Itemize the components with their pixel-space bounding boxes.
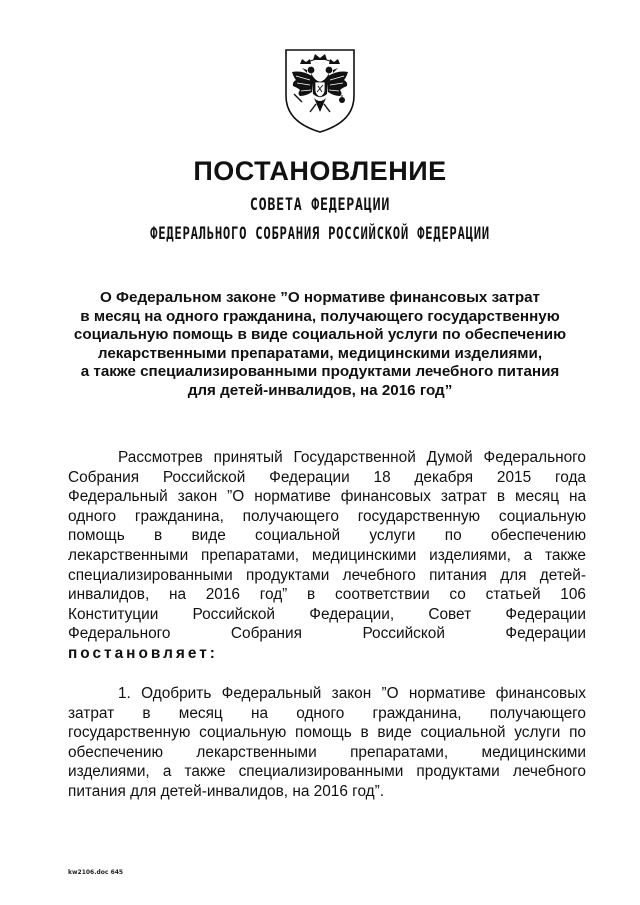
paragraph-line: Собрания Российской Федерации 18 декабря 2015 года <box>68 468 586 486</box>
paragraph-line: Федерального Собрания Российской Федерации <box>68 625 586 643</box>
paragraph-line: Рассмотрев принятый Государственной Думой Федерального <box>118 449 586 466</box>
paragraph-line: одного гражданина, получающего государственную социальную <box>68 507 586 525</box>
document-subtitle-council: СОВЕТА ФЕДЕРАЦИИ <box>249 195 391 215</box>
paragraph-line: специализированными продуктами лечебного питания для детей- <box>68 566 586 584</box>
paragraph-line <box>68 644 586 664</box>
paragraph-line: 1. Одобрить Федеральный закон ”О нормативе финансовых <box>118 685 586 702</box>
resolves-word: постановляет: <box>68 644 218 662</box>
paragraph-line: изделиями, а также специализированными продуктами лечебного <box>68 763 586 781</box>
preamble-paragraph <box>68 448 586 664</box>
document-subject <box>60 289 580 401</box>
subject-line: для детей-инвалидов, на 2016 год” <box>187 381 453 399</box>
paragraph-line: Федеральный закон ”О нормативе финансовых затрат в месяц на <box>68 488 586 506</box>
subject-line: в месяц на одного гражданина, получающего государственную <box>80 307 560 325</box>
paragraph-line: лекарственными препаратами, медицинскими изделиями, а также <box>68 546 586 564</box>
russian-coat-of-arms-icon <box>280 46 360 134</box>
document-subtitle-assembly: ФЕДЕРАЛЬНОГО СОБРАНИЯ РОССИЙСКОЙ ФЕДЕРАЦИИ <box>150 224 490 244</box>
file-reference-footer: kw2106.doc 645 <box>68 869 124 876</box>
subject-line: социальную помощь в виде социальной услуги по обеспечению <box>73 326 567 344</box>
paragraph-line: Конституции Российской Федерации, Совет Федерации <box>68 605 586 623</box>
paragraph-line: затрат в месяц на одного гражданина, получающего <box>68 704 586 722</box>
subject-line: лекарственными препаратами, медицинскими изделиями, <box>97 344 543 362</box>
paragraph-line: питания для детей-инвалидов, на 2016 год”. <box>68 782 385 800</box>
paragraph-line: инвалидов, на 2016 год” в соответствии со статьей 106 <box>68 586 586 604</box>
subject-line: а также специализированными продуктами лечебного питания <box>80 363 560 381</box>
clause-1-paragraph <box>68 684 586 802</box>
paragraph-line: обеспечению лекарственными препаратами, медицинскими <box>68 743 586 761</box>
paragraph-line: помощь в виде социальной услуги по обеспечению <box>68 527 586 545</box>
document-title: ПОСТАНОВЛЕНИЕ <box>193 156 447 186</box>
subject-line: О Федеральном законе ”О нормативе финансовых затрат <box>100 289 540 306</box>
paragraph-line: государственную социальную помощь в виде социальной услуги по <box>68 724 586 742</box>
